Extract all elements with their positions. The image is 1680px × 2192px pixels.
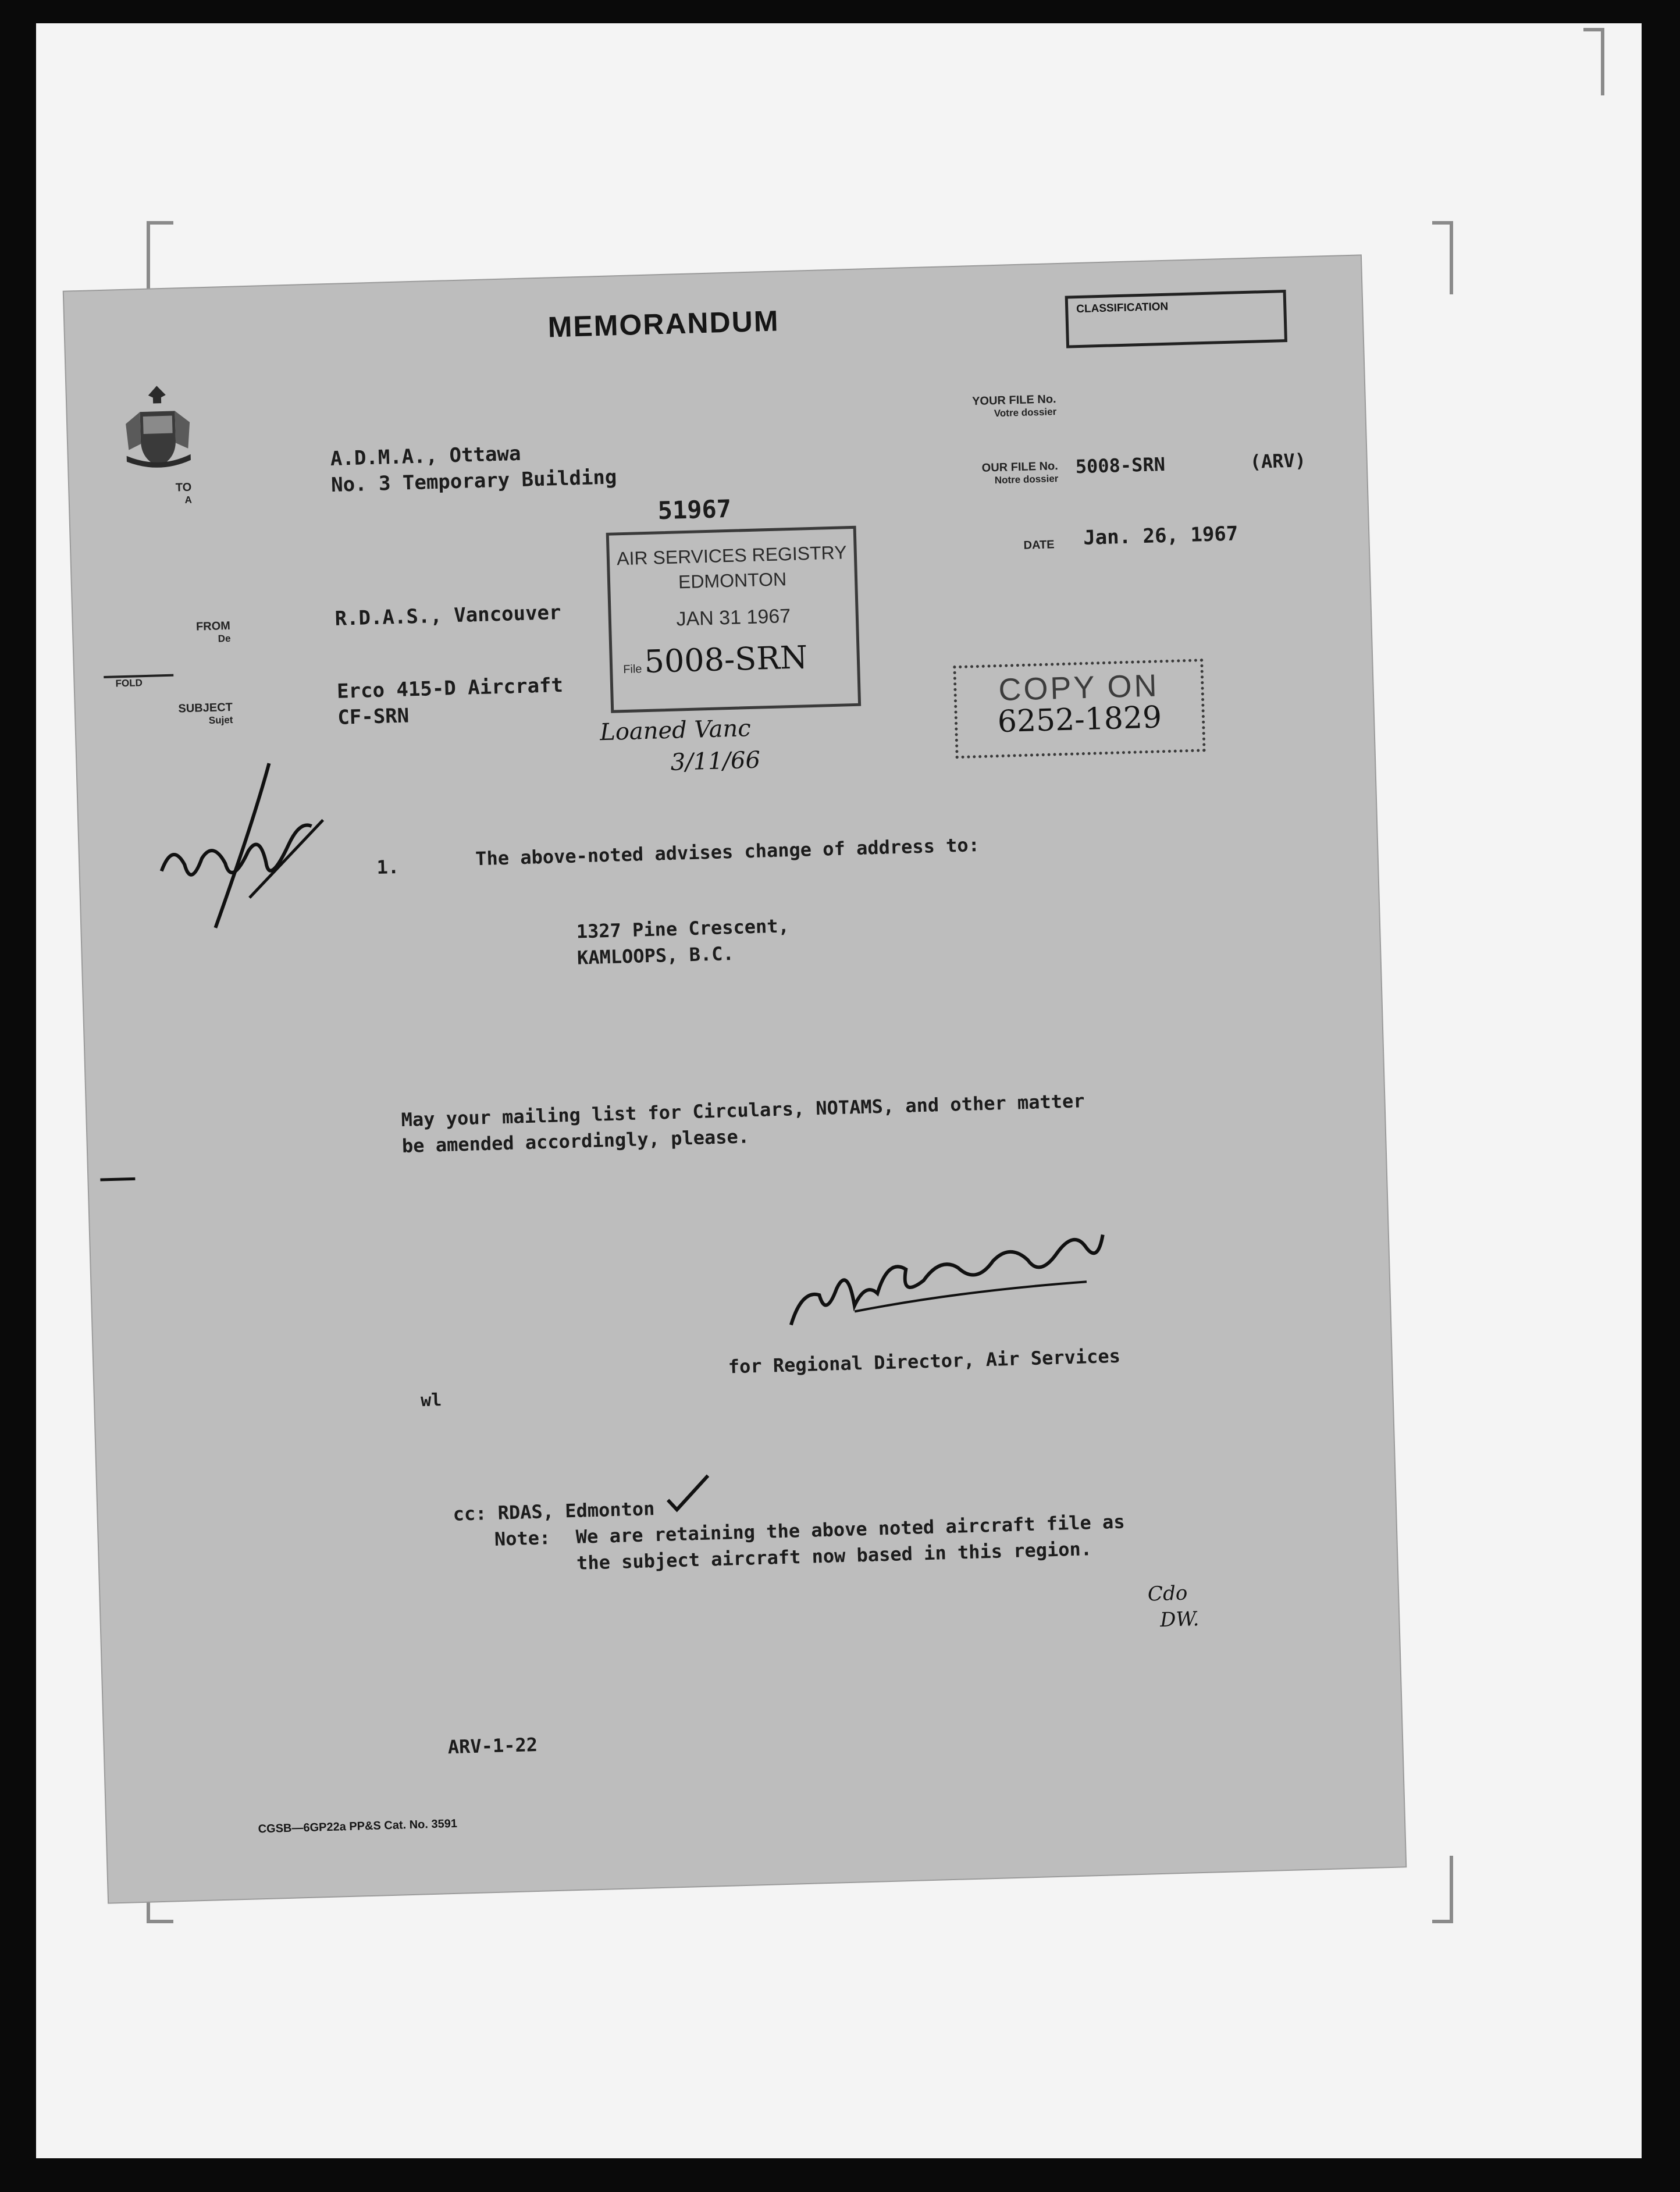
from-value: R.D.A.S., Vancouver	[334, 601, 561, 631]
our-file-label: OUR FILE No. Notre dossier	[981, 460, 1059, 486]
classification-label: CLASSIFICATION	[1076, 300, 1169, 316]
subject-label: SUBJECT Sujet	[178, 700, 233, 727]
paragraph-text: The above-noted advises change of address to:	[475, 834, 980, 870]
to-line-2: No. 3 Temporary Building	[330, 465, 617, 497]
address-line-2: KAMLOOPS, B.C.	[576, 942, 735, 969]
registry-stamp-file-prefix: File	[622, 663, 642, 677]
from-label: FROM De	[195, 619, 231, 645]
request-line-2: be amended accordingly, please.	[401, 1125, 750, 1158]
signature-caption: for Regional Director, Air Services	[728, 1344, 1121, 1378]
registry-stamp-line-1: AIR SERVICES REGISTRY	[616, 542, 847, 570]
to-line-1: A.D.M.A., Ottawa	[330, 442, 521, 471]
check-mark-icon	[664, 1472, 712, 1514]
form-reference: ARV-1-22	[447, 1733, 538, 1759]
crop-mark-top-left	[147, 221, 173, 289]
note-label: Note:	[494, 1526, 551, 1550]
registry-stamp-date: JAN 31 1967	[676, 605, 791, 631]
subject-line-2: CF-SRN	[337, 704, 410, 730]
corner-note-line-1: Cdo	[1147, 1581, 1188, 1606]
copy-on-number: 6252-1829	[997, 700, 1162, 740]
fold-label: FOLD	[115, 677, 143, 689]
registry-number: 51967	[657, 494, 732, 525]
crop-mark-bottom-right	[1432, 1856, 1453, 1923]
signature	[782, 1217, 1111, 1337]
paragraph-number: 1.	[376, 855, 400, 879]
loaned-note-line-1: Loaned Vanc	[599, 715, 752, 746]
copy-on-label: COPY ON	[998, 668, 1160, 708]
copy-on-stamp	[953, 659, 1205, 759]
note-line-2: the subject aircraft now based in this region.	[576, 1538, 1092, 1574]
typist-initials: wl	[420, 1390, 442, 1411]
loaned-note-line-2: 3/11/66	[670, 746, 761, 776]
coat-of-arms-icon	[119, 381, 197, 471]
crop-mark-top-right	[1432, 221, 1453, 294]
note-line-1: We are retaining the above noted aircraft file as	[575, 1510, 1126, 1548]
address-line-1: 1327 Pine Crescent,	[576, 914, 790, 943]
classification-box	[1065, 290, 1287, 348]
your-file-label: YOUR FILE No. Votre dossier	[971, 393, 1057, 419]
date-label: DATE	[1023, 538, 1055, 552]
date-value: Jan. 26, 1967	[1083, 522, 1238, 550]
registry-stamp-line-2: EDMONTON	[678, 568, 787, 593]
registry-stamp-file-number: 5008-SRN	[643, 639, 808, 681]
to-label: TO A	[175, 481, 193, 506]
margin-dash	[100, 1177, 135, 1182]
cc-line: cc: RDAS, Edmonton	[453, 1497, 655, 1525]
initials-scribble	[147, 750, 350, 941]
crop-mark-corner-right	[1583, 28, 1604, 95]
fold-mark	[104, 674, 174, 691]
corner-note-line-2: DW.	[1159, 1607, 1200, 1632]
memo-title: MEMORANDUM	[547, 304, 780, 344]
our-file-suffix: (ARV)	[1250, 449, 1307, 473]
memorandum-sheet	[64, 255, 1405, 1902]
registry-stamp	[606, 526, 861, 713]
catalog-reference: CGSB—6GP22a PP&S Cat. No. 3591	[258, 1817, 458, 1836]
our-file-value: 5008-SRN	[1075, 453, 1166, 478]
subject-line-1: Erco 415-D Aircraft	[336, 673, 564, 703]
request-line-1: May your mailing list for Circulars, NOTAMS, and other matter	[401, 1090, 1085, 1131]
